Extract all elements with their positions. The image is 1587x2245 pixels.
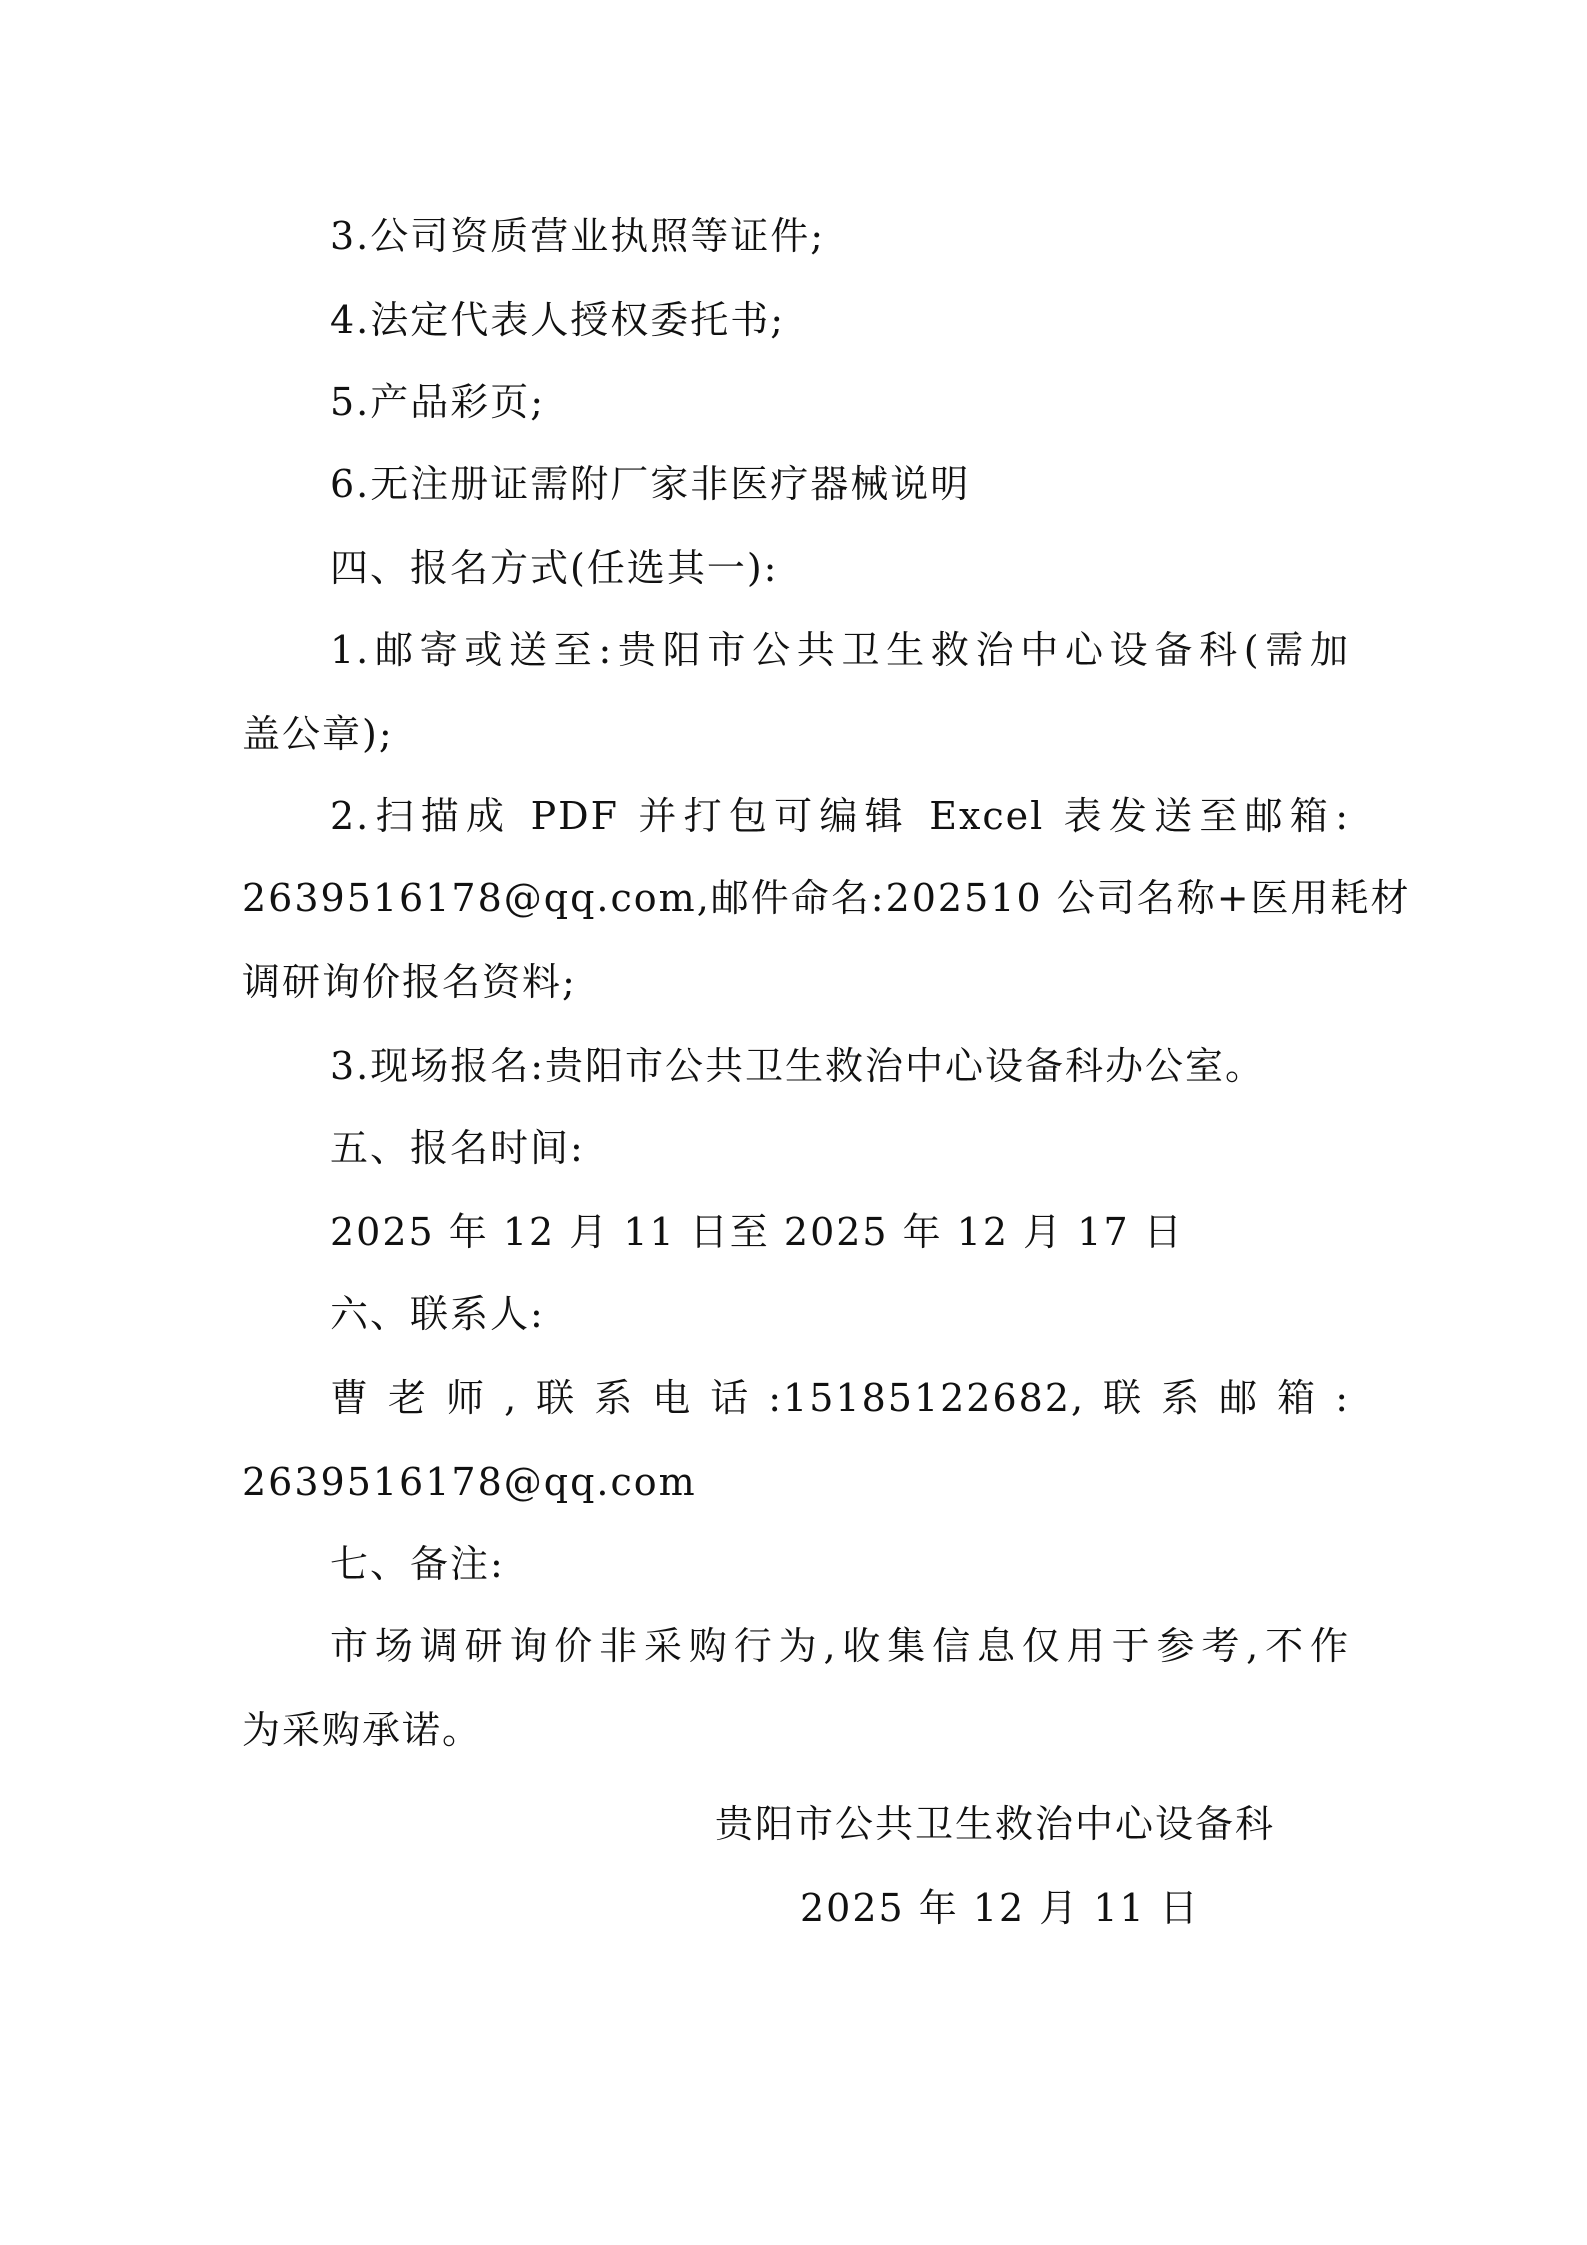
- remarks-text-continued: 为采购承诺。: [242, 1708, 483, 1752]
- registration-method-1: 1.邮寄或送至:贵阳市公共卫生救治中心设备科(需加: [330, 628, 1350, 672]
- registration-method-2: 2.扫描成 PDF 并打包可编辑 Excel 表发送至邮箱:: [330, 794, 1350, 838]
- registration-period: 2025 年 12 月 11 日至 2025 年 12 月 17 日: [330, 1210, 1184, 1254]
- contact-email: 2639516178@qq.com: [242, 1460, 697, 1504]
- registration-method-3: 3.现场报名:贵阳市公共卫生救治中心设备科办公室。: [330, 1044, 1266, 1088]
- contact-person-line: 曹老师,联系电话:15185122682,联系邮箱:: [330, 1376, 1350, 1420]
- registration-method-1-continued: 盖公章);: [242, 712, 394, 756]
- registration-method-2-continued: 调研询价报名资料;: [242, 960, 577, 1004]
- signature-date: 2025 年 12 月 11 日: [800, 1886, 1200, 1930]
- section-4-heading: 四、报名方式(任选其一):: [330, 546, 779, 590]
- item-6-non-device-statement: 6.无注册证需附厂家非医疗器械说明: [330, 462, 971, 506]
- section-6-heading: 六、联系人:: [330, 1292, 545, 1336]
- signature-organization: 贵阳市公共卫生救治中心设备科: [715, 1802, 1276, 1846]
- section-5-heading: 五、报名时间:: [330, 1126, 585, 1170]
- section-7-heading: 七、备注:: [330, 1542, 505, 1586]
- item-5-brochure: 5.产品彩页;: [330, 380, 546, 424]
- item-3-qualifications: 3.公司资质营业执照等证件;: [330, 214, 826, 258]
- registration-method-2-email-line: 2639516178@qq.com,邮件命名:202510 公司名称+医用耗材: [242, 876, 1411, 920]
- item-4-authorization: 4.法定代表人授权委托书;: [330, 298, 786, 342]
- remarks-text: 市场调研询价非采购行为,收集信息仅用于参考,不作: [330, 1624, 1350, 1668]
